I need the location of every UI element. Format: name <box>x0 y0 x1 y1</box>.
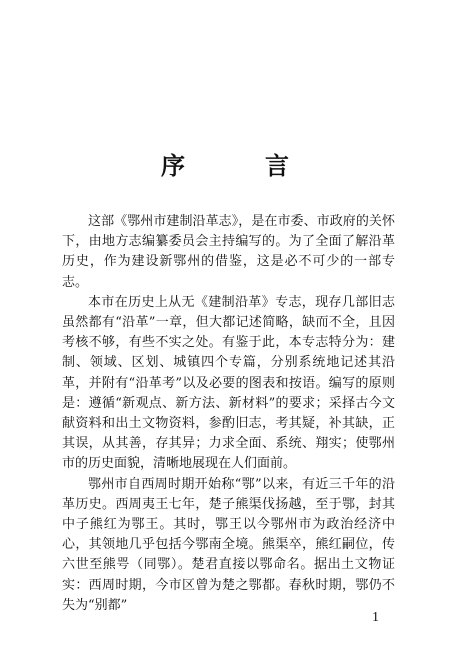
document-body <box>62 212 395 616</box>
paragraph-2: 本市在历史上从无《建制沿革》专志，现存几部旧志虽然都有“沿革”一章，但大都记述简略，缺而不全，且因考核不够，有些不实之处。有鉴于此，本专志特分为：建制、领域、区划、城镇四个专篇，分别系统地记述其沿革，并附有“沿革考”以及必要的图表和按语。编写的原则是：遵循“新观点、新方法、新材料”的要求；采择古今文献资料和出土文物资料，参酌旧志，考其疑，补其缺，正其误，从其善，存其异；力求全面、系统、翔实；使鄂州市的历史面貌，清晰地展现在人们面前。 <box>62 294 395 472</box>
page-title: 序 言 <box>161 151 317 180</box>
paragraph-1: 这部《鄂州市建制沿革志》，是在市委、市政府的关怀下，由地方志编纂委员会主持编写的。为了全面了解沿革历史，作为建设新鄂州的借鉴，这是必不可少的一部专志。 <box>62 214 395 290</box>
page-number: 1 <box>372 610 379 625</box>
paragraph-3: 鄂州市自西周时期开始称“鄂”以来，有近三千年的沿革历史。西周夷王七年，楚子熊渠伐扬越，至于鄂，封其中子熊红为鄂王。其时，鄂王以今鄂州市为政治经济中心，其领地几乎包括今鄂南全境。熊渠卒，熊红嗣位，传六世至熊咢（同鄂）。楚君直接以鄂命名。据出土文物证实：西周时期，今市区曾为楚之鄂都。春秋时期，鄂仍不失为“别都” <box>62 476 395 613</box>
